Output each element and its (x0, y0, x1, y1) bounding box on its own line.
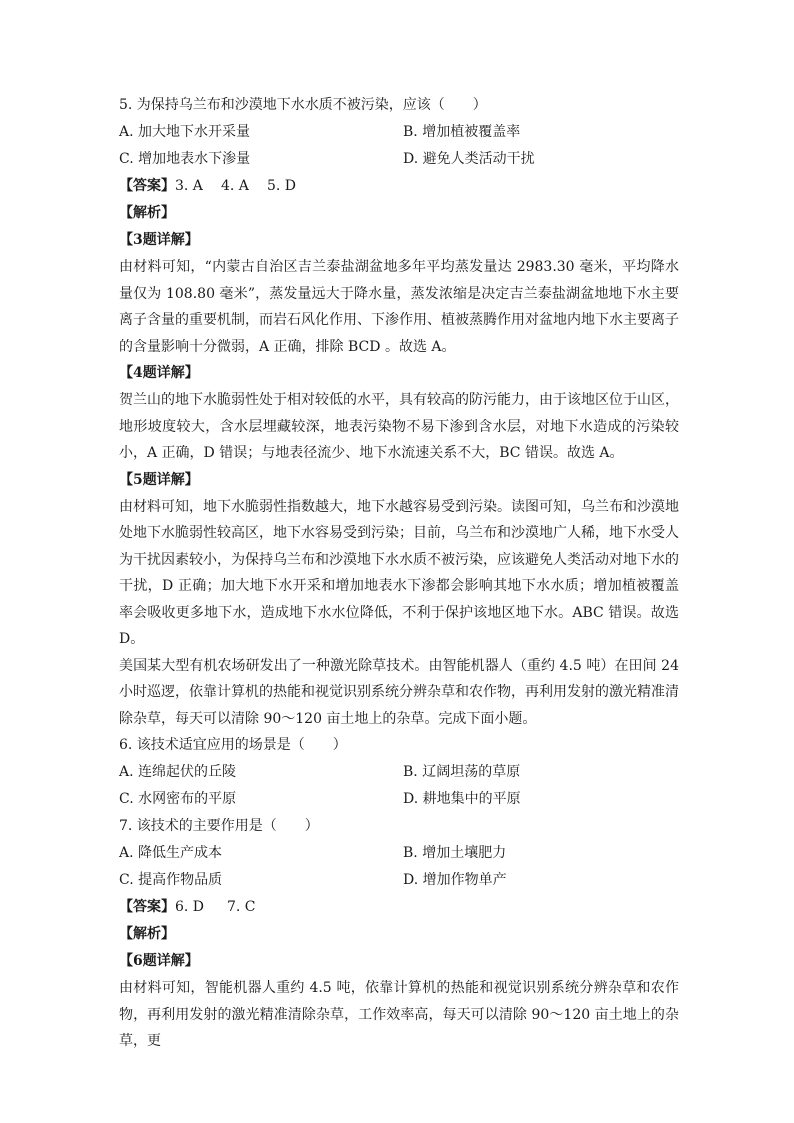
question-6-options-row-2 (119, 786, 679, 813)
option-a: A. 降低生产成本 (119, 845, 223, 861)
question-7-options-row-2 (119, 867, 679, 894)
detail-6-text: 由材料可知，智能机器人重约 4.5 吨，依靠计算机的热能和视觉识别系统分辨杂草和农作物，再利用发射的激光精准清除杂草，工作效率高，每天可以清除 90～120 亩土地上的杂草，更 (119, 980, 679, 1049)
option-b: B. 辽阔坦荡的草原 (403, 764, 521, 780)
option-d: D. 耕地集中的平原 (403, 791, 521, 807)
question-5-options-row-2 (119, 146, 679, 173)
detail-4-text: 贺兰山的地下水脆弱性处于相对较低的水平，具有较高的防污能力，由于该地区位于山区，地形坡度较大，含水层埋藏较深，地表污染物不易下渗到含水层，对地下水造成的污染较小，A 正确，D 错误；与地表径流少、地下水流速关系不大，BC 错误。故选 A。 (119, 392, 679, 461)
answer-item: 4. A (221, 178, 249, 194)
option-a: A. 连绵起伏的丘陵 (119, 764, 237, 780)
answer-item: 6. D (175, 899, 205, 915)
question-6-options-row-1 (119, 759, 679, 786)
option-b: B. 增加土壤肥力 (403, 845, 507, 861)
answer-tag: 【答案】 (119, 899, 175, 915)
option-c: C. 增加地表水下渗量 (119, 151, 251, 167)
detail-3-text: 由材料可知，“内蒙古自治区吉兰泰盐湖盆地多年平均蒸发量达 2983.30 毫米，平均降水量仅为 108.80 毫米”，蒸发量远大于降水量，蒸发浓缩是决定吉兰泰盐湖盆地地下水主要离子含量的重要机制，而岩石风化作用、下渗作用、植被蒸腾作用对盆地内地下水主要离子的含量影响十分微弱，A 正确，排除 BCD 。故选 A。 (119, 259, 679, 355)
detail-4-tag: 【4题详解】 (119, 365, 199, 381)
material-intro: 美国某大型有机农场研发出了一种激光除草技术。由智能机器人（重约 4.5 吨）在田间 24 小时巡逻，依靠计算机的热能和视觉识别系统分辨杂草和农作物，再利用发射的激光精准清除杂草，每天可以清除 90～120 亩土地上的杂草。完成下面小题。 (119, 657, 679, 727)
option-c: C. 提高作物品质 (119, 872, 223, 888)
analysis-tag: 【解析】 (119, 926, 175, 942)
exam-page (119, 92, 679, 1055)
question-7-options-row-1 (119, 840, 679, 867)
answer-line (119, 173, 679, 200)
answer-line (119, 894, 679, 921)
detail-5-text: 由材料可知，地下水脆弱性指数越大，地下水越容易受到污染。读图可知，乌兰布和沙漠地处地下水脆弱性较高区，地下水容易受到污染；目前，乌兰布和沙漠地广人稀，地下水受人为干扰因素较小，为保持乌兰布和沙漠地下水水质不被污染，应该避免人类活动对地下水的干扰，D 正确；加大地下水开采和增加地表水下渗都会影响其地下水水质；增加植被覆盖率会吸收更多地下水，造成地下水水位降低，不利于保护该地区地下水。ABC 错误。故选 D。 (119, 498, 679, 647)
option-c: C. 水网密布的平原 (119, 791, 237, 807)
answer-item: 5. D (267, 178, 297, 194)
detail-6-tag: 【6题详解】 (119, 953, 199, 969)
question-6-stem: 6. 该技术适宜应用的场景是（ ） (119, 737, 347, 753)
question-7-stem: 7. 该技术的主要作用是（ ） (119, 818, 319, 834)
question-5-stem: 5. 为保持乌兰布和沙漠地下水水质不被污染，应该（ ） (119, 97, 487, 113)
answer-tag: 【答案】 (119, 178, 175, 194)
detail-5-tag: 【5题详解】 (119, 471, 199, 488)
question-5-options-row-1 (119, 119, 679, 146)
option-a: A. 加大地下水开采量 (119, 124, 251, 140)
answer-item: 3. A (175, 178, 203, 194)
answer-item: 7. C (227, 899, 256, 915)
detail-3-tag: 【3题详解】 (119, 232, 199, 248)
option-d: D. 增加作物单产 (403, 872, 507, 888)
option-d: D. 避免人类活动干扰 (403, 151, 535, 167)
option-b: B. 增加植被覆盖率 (403, 124, 521, 140)
analysis-tag: 【解析】 (119, 205, 175, 221)
